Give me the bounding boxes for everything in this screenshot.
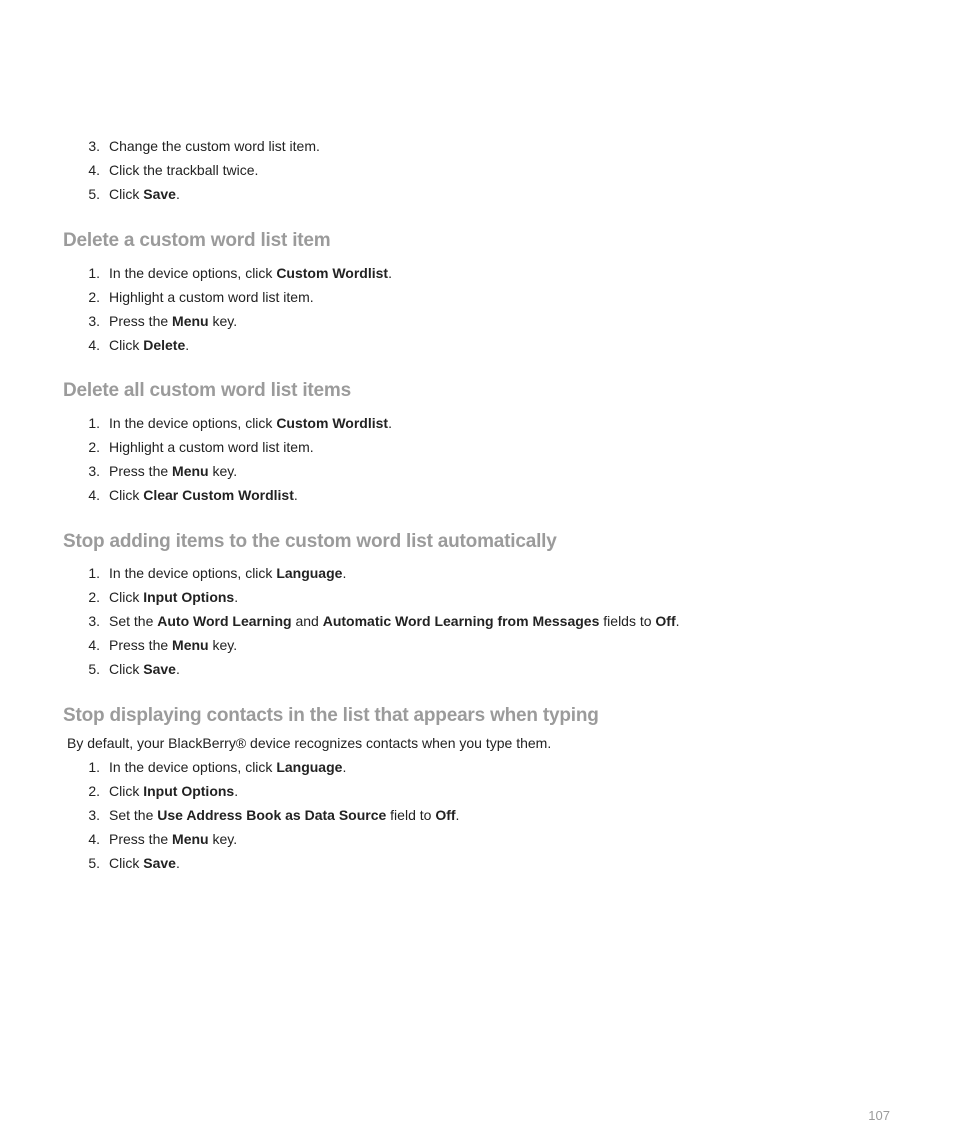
step-text xyxy=(109,483,298,507)
step-text-part: . xyxy=(293,487,298,503)
step-text-part: Press the xyxy=(109,463,173,479)
step-text-part: fields to xyxy=(599,613,656,629)
step-text-part: . xyxy=(342,759,347,775)
step-number: 4. xyxy=(88,487,100,503)
ui-term: Menu xyxy=(172,313,209,329)
ui-term: Menu xyxy=(172,831,209,847)
step-number: 2. xyxy=(88,589,100,605)
step-text-part: . xyxy=(675,613,680,629)
ui-term: Save xyxy=(143,855,176,871)
step-text-part: Click the trackball twice. xyxy=(109,162,259,178)
step-text-part: Press the xyxy=(109,637,173,653)
step-text xyxy=(109,158,258,182)
step-number: 4. xyxy=(88,831,100,847)
step-text-part: . xyxy=(455,807,460,823)
step-text-part: Click xyxy=(109,337,144,353)
ui-term: Menu xyxy=(172,463,209,479)
step-number: 4. xyxy=(88,337,100,353)
step-number: 1. xyxy=(88,565,100,581)
step-text-part: In the device options, click xyxy=(109,759,277,775)
step-text xyxy=(109,755,346,779)
step-text-part: . xyxy=(234,783,239,799)
step-text-part: Set the xyxy=(109,613,158,629)
ui-term: Auto Word Learning xyxy=(157,613,292,629)
step-text-part: . xyxy=(342,565,347,581)
step-text-part: . xyxy=(388,415,392,431)
step-text xyxy=(109,459,237,483)
ui-term: Custom Wordlist xyxy=(276,265,389,281)
step-text xyxy=(109,657,180,681)
step-text xyxy=(109,827,237,851)
step-text xyxy=(109,779,238,803)
step-text-part: key. xyxy=(208,313,238,329)
step-text xyxy=(109,261,392,285)
step-text-part: . xyxy=(175,855,180,871)
step-number: 5. xyxy=(88,661,100,677)
step-text xyxy=(109,585,238,609)
ui-term: Save xyxy=(143,186,176,202)
step-text xyxy=(109,333,189,357)
step-text-part: Click xyxy=(109,186,144,202)
step-text-part: Click xyxy=(109,783,144,799)
section-heading: Stop displaying contacts in the list that appears when typing xyxy=(63,705,599,726)
step-number: 5. xyxy=(88,186,100,202)
step-number: 3. xyxy=(88,313,100,329)
ui-term: Input Options xyxy=(143,589,235,605)
section-intro: By default, your BlackBerry® device recognizes contacts when you type them. xyxy=(67,735,552,751)
step-number: 5. xyxy=(88,855,100,871)
step-text-part: Change the custom word list item. xyxy=(109,138,320,154)
step-text-part: key. xyxy=(208,831,238,847)
step-text xyxy=(109,561,346,585)
step-text-part: Click xyxy=(109,855,144,871)
step-number: 3. xyxy=(88,138,100,154)
step-text-part: Set the xyxy=(109,807,158,823)
step-text xyxy=(109,309,237,333)
step-text-part: . xyxy=(234,589,239,605)
step-text-part: Click xyxy=(109,661,144,677)
step-number: 4. xyxy=(88,162,100,178)
step-text-part: . xyxy=(175,661,180,677)
step-text xyxy=(109,285,314,309)
step-text xyxy=(109,803,459,827)
step-text xyxy=(109,609,680,633)
step-text-part: key. xyxy=(208,463,238,479)
section-heading: Delete all custom word list items xyxy=(63,380,351,401)
step-text xyxy=(109,633,237,657)
step-text xyxy=(109,411,392,435)
section-heading: Delete a custom word list item xyxy=(63,230,331,251)
ui-term: Off xyxy=(435,807,456,823)
step-number: 2. xyxy=(88,783,100,799)
step-text xyxy=(109,134,320,158)
step-number: 2. xyxy=(88,289,100,305)
ui-term: Delete xyxy=(143,337,186,353)
page-number: 107 xyxy=(868,1108,890,1123)
step-number: 3. xyxy=(88,463,100,479)
step-text-part: Highlight a custom word list item. xyxy=(109,289,314,305)
step-number: 3. xyxy=(88,613,100,629)
ui-term: Use Address Book as Data Source xyxy=(157,807,387,823)
step-text xyxy=(109,182,180,206)
step-text-part: Click xyxy=(109,589,144,605)
step-text-part: . xyxy=(185,337,190,353)
ui-term: Language xyxy=(276,565,343,581)
step-text-part: field to xyxy=(386,807,436,823)
step-text-part: In the device options, click xyxy=(109,415,277,431)
step-number: 2. xyxy=(88,439,100,455)
step-number: 1. xyxy=(88,759,100,775)
step-text-part: In the device options, click xyxy=(109,565,277,581)
step-text-part: Press the xyxy=(109,313,173,329)
step-text-part: key. xyxy=(208,637,238,653)
step-text xyxy=(109,435,314,459)
ui-term: Input Options xyxy=(143,783,235,799)
step-number: 3. xyxy=(88,807,100,823)
ui-term: Off xyxy=(655,613,676,629)
step-number: 1. xyxy=(88,415,100,431)
step-number: 4. xyxy=(88,637,100,653)
ui-term: Automatic Word Learning from Messages xyxy=(322,613,600,629)
step-number: 1. xyxy=(88,265,100,281)
ui-term: Menu xyxy=(172,637,209,653)
ui-term: Language xyxy=(276,759,343,775)
step-text-part: . xyxy=(388,265,392,281)
step-text-part: . xyxy=(175,186,180,202)
section-heading: Stop adding items to the custom word list automatically xyxy=(63,531,557,552)
step-text-part: In the device options, click xyxy=(109,265,277,281)
step-text-part: Click xyxy=(109,487,144,503)
step-text xyxy=(109,851,180,875)
ui-term: Clear Custom Wordlist xyxy=(143,487,294,503)
ui-term: Custom Wordlist xyxy=(276,415,389,431)
ui-term: Save xyxy=(143,661,176,677)
step-text-part: and xyxy=(291,613,323,629)
step-text-part: Press the xyxy=(109,831,173,847)
step-text-part: Highlight a custom word list item. xyxy=(109,439,314,455)
